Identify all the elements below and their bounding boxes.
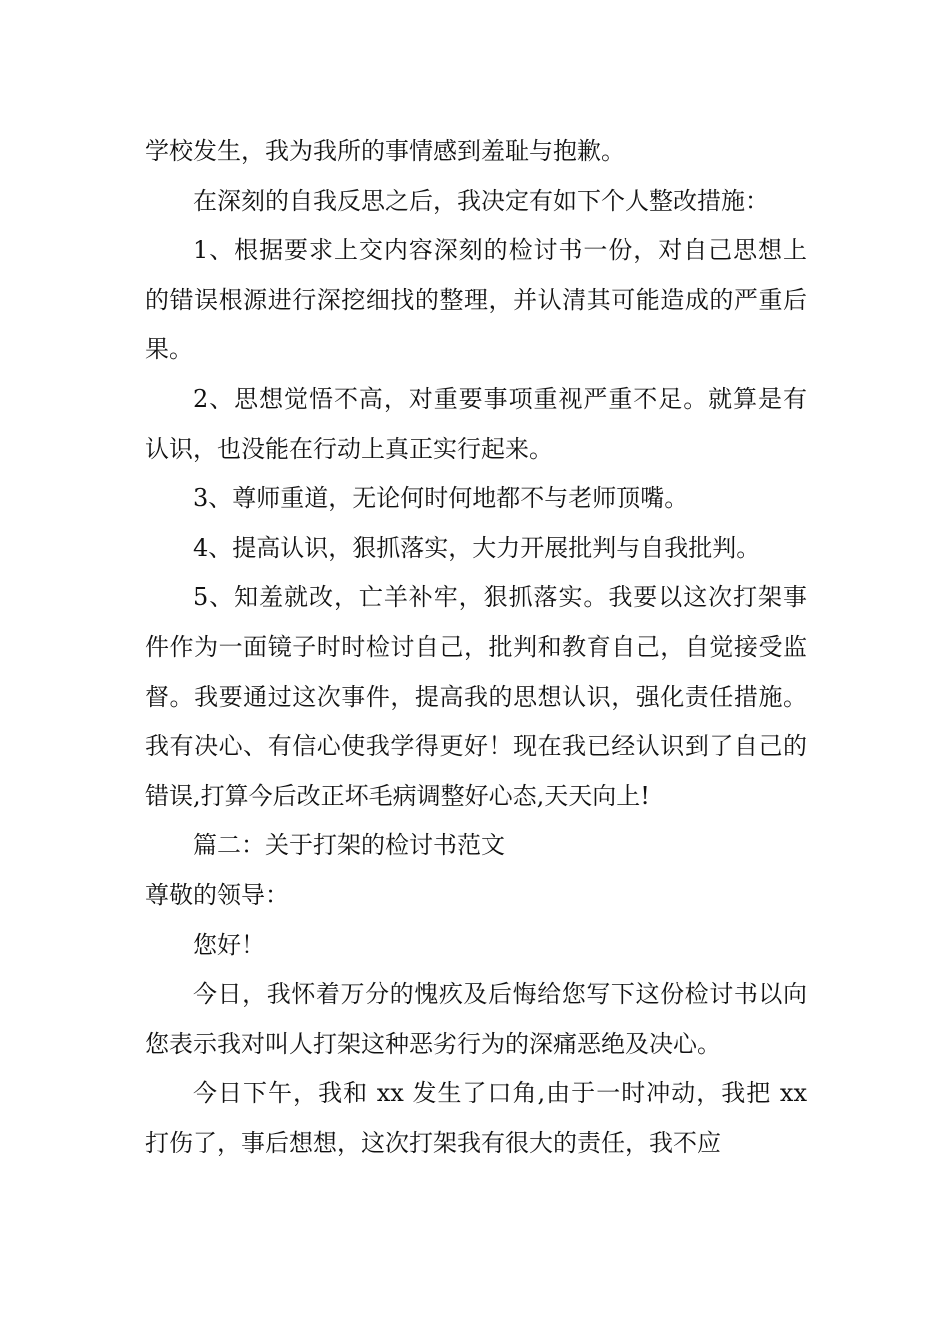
paragraph-measure-5: 5、知羞就改，亡羊补牢，狠抓落实。我要以这次打架事件作为一面镜子时时检讨自己，批判和教育自己，自觉接受监督。我要通过这次事件，提高我的思想认识，强化责任措施。我有决心、有信心使我学得更好！现在我已经认识到了自己的错误,打算今后改正坏毛病调整好心态,天天向上! (145, 583, 807, 810)
paragraph-closing-line: 学校发生，我为我所的事情感到羞耻与抱歉。 (145, 137, 625, 165)
paragraph-measure-4: 4、提高认识，狠抓落实，大力开展批判与自我批判。 (193, 533, 761, 562)
paragraph-incident: 今日下午，我和 xx 发生了口角,由于一时冲动，我把 xx 打伤了，事后想想，这次打架我有很大的责任，我不应 (145, 1079, 807, 1157)
paragraph-measures-intro: 在深刻的自我反思之后，我决定有如下个人整改措施： (193, 186, 769, 215)
salutation: 尊敬的领导： (145, 880, 289, 909)
paragraph-opening: 今日，我怀着万分的愧疚及后悔给您写下这份检讨书以向您表示我对叫人打架这种恶劣行为的深痛恶绝及决心。 (145, 980, 807, 1058)
greeting: 您好！ (193, 930, 265, 959)
document-body (145, 127, 807, 1168)
paragraph-measure-1: 1、根据要求上交内容深刻的检讨书一份，对自己思想上的错误根源进行深挖细找的整理，并认清其可能造成的严重后果。 (145, 236, 807, 364)
paragraph-measure-2: 2、思想觉悟不高，对重要事项重视严重不足。就算是有认识，也没能在行动上真正实行起来。 (145, 384, 807, 463)
paragraph-measure-3: 3、尊师重道，无论何时何地都不与老师顶嘴。 (193, 484, 689, 513)
section-heading: 篇二：关于打架的检讨书范文 (193, 831, 505, 860)
